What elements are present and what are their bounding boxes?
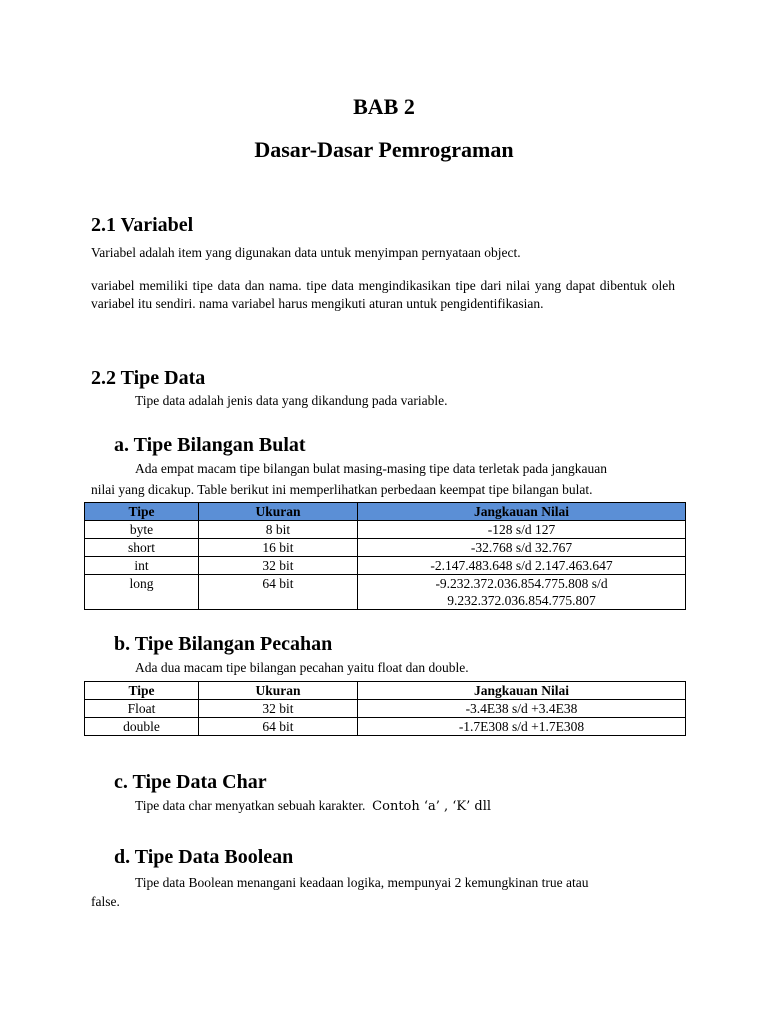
table-row [85, 539, 686, 557]
cell-tipe: byte [85, 521, 199, 539]
cell-tipe: short [85, 539, 199, 557]
section-heading-tipe-data: 2.2 Tipe Data [91, 367, 206, 389]
table-row [85, 521, 686, 539]
table-row [85, 575, 686, 610]
bilangan-bulat-table [84, 502, 686, 610]
cell-jangkauan-line2: 9.232.372.036.854.775.807 [447, 593, 596, 608]
chapter-title: Dasar-Dasar Pemrograman [254, 137, 514, 162]
cell-jangkauan: -1.7E308 s/d +1.7E308 [358, 718, 686, 736]
cell-jangkauan: -3.4E38 s/d +3.4E38 [358, 700, 686, 718]
section-heading-variabel: 2.1 Variabel [91, 214, 194, 236]
table-row [85, 718, 686, 736]
column-header-jangkauan: Jangkauan Nilai [358, 503, 686, 521]
bilangan-bulat-text-line2: nilai yang dicakup. Table berikut ini memperlihatkan perbedaan keempat tipe bilangan bulat. [91, 482, 593, 497]
variabel-description: variabel memiliki tipe data dan nama. tipe data mengindikasikan tipe dari nilai yang dapat dibentuk oleh variabel itu sendiri. nama variabel harus mengikuti aturan untuk pengidentifikasian. [91, 278, 675, 311]
data-boolean-text-line1: Tipe data Boolean menangani keadaan logika, mempunyai 2 kemungkinan true atau [135, 875, 589, 890]
bilangan-pecahan-text: Ada dua macam tipe bilangan pecahan yaitu float dan double. [135, 660, 469, 675]
cell-jangkauan: -128 s/d 127 [358, 521, 686, 539]
bilangan-pecahan-table [84, 681, 686, 736]
cell-ukuran: 64 bit [199, 575, 358, 610]
cell-tipe: Float [85, 700, 199, 718]
cell-tipe: int [85, 557, 199, 575]
subheading-data-char: c. Tipe Data Char [114, 771, 267, 793]
cell-ukuran: 32 bit [199, 700, 358, 718]
cell-jangkauan-line1: -9.232.372.036.854.775.808 s/d [435, 576, 608, 591]
subheading-bilangan-pecahan: b. Tipe Bilangan Pecahan [114, 633, 333, 655]
data-char-example: Contoh ‘a’ , ‘K’ dll [372, 799, 492, 814]
cell-tipe: long [85, 575, 199, 610]
column-header-ukuran: Ukuran [199, 682, 358, 700]
column-header-tipe: Tipe [85, 682, 199, 700]
cell-ukuran: 32 bit [199, 557, 358, 575]
data-char-text [135, 797, 491, 816]
cell-jangkauan: -32.768 s/d 32.767 [358, 539, 686, 557]
chapter-number: BAB 2 [353, 94, 415, 119]
bilangan-bulat-text-line1: Ada empat macam tipe bilangan bulat masing-masing tipe data terletak pada jangkauan [135, 461, 607, 476]
data-char-definition: Tipe data char menyatkan sebuah karakter. [135, 798, 366, 813]
subheading-bilangan-bulat: a. Tipe Bilangan Bulat [114, 434, 306, 456]
cell-ukuran: 8 bit [199, 521, 358, 539]
table-header-row [85, 503, 686, 521]
variabel-definition: Variabel adalah item yang digunakan data untuk menyimpan pernyataan object. [91, 245, 521, 260]
column-header-ukuran: Ukuran [199, 503, 358, 521]
table-row [85, 700, 686, 718]
tipe-data-definition: Tipe data adalah jenis data yang dikandung pada variable. [135, 393, 448, 408]
cell-jangkauan [358, 575, 686, 610]
column-header-jangkauan: Jangkauan Nilai [358, 682, 686, 700]
table-header-row [85, 682, 686, 700]
cell-ukuran: 16 bit [199, 539, 358, 557]
table-row [85, 557, 686, 575]
cell-jangkauan: -2.147.483.648 s/d 2.147.463.647 [358, 557, 686, 575]
cell-tipe: double [85, 718, 199, 736]
data-boolean-text-line2: false. [91, 894, 120, 909]
subheading-data-boolean: d. Tipe Data Boolean [114, 846, 294, 868]
column-header-tipe: Tipe [85, 503, 199, 521]
cell-ukuran: 64 bit [199, 718, 358, 736]
